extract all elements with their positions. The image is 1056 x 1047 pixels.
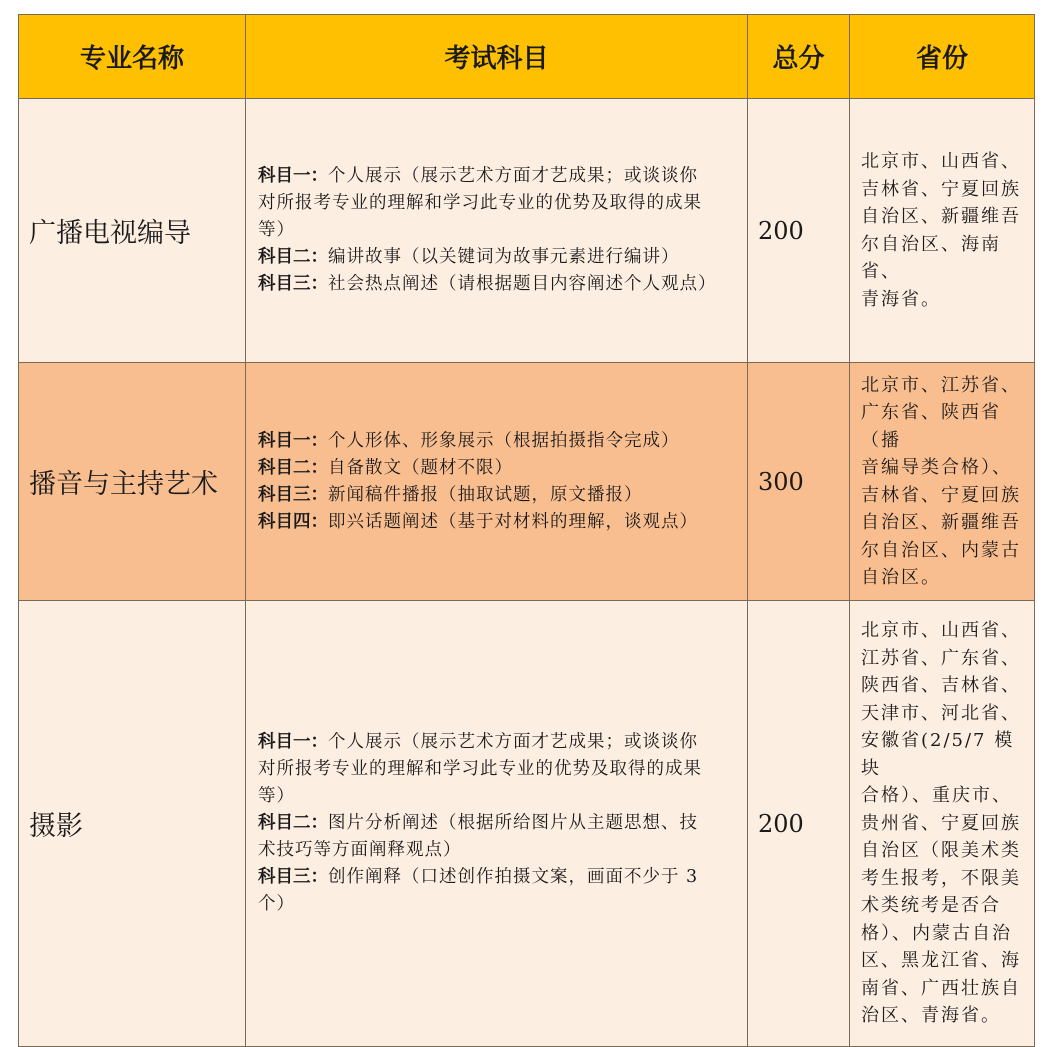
cell-province	[850, 99, 1035, 363]
subject-line	[258, 864, 737, 891]
subject-line	[258, 482, 737, 509]
province-line: 区、黑龙江省、海	[861, 950, 1021, 972]
header-subjects: 考试科目	[246, 15, 748, 99]
subject-text: 创作阐释（口述创作拍摄文案，画面不少于 3	[328, 867, 699, 887]
subject-text: 社会热点阐述（请根据题目内容阐述个人观点）	[328, 274, 717, 294]
province-line: 自治区、新疆维吾	[861, 512, 1021, 533]
subject-text: 等）	[258, 220, 295, 240]
subject-label: 科目二：	[258, 813, 328, 833]
province-line: 北京市、山西省、	[861, 620, 1021, 642]
subject-label: 科目三：	[258, 867, 328, 887]
cell-province	[850, 601, 1035, 1047]
subject-text: 个人形体、形象展示（根据拍摄指令完成）	[328, 430, 680, 451]
province-line: 尔自治区、海南省、	[861, 233, 1001, 282]
cell-major: 摄影	[19, 601, 246, 1047]
subject-line	[258, 783, 737, 810]
subject-text: 新闻稿件播报（抽取试题，原文播报）	[328, 484, 643, 505]
subject-line	[258, 891, 737, 918]
subject-text: 编讲故事（以关键词为故事元素进行编讲）	[328, 247, 680, 267]
province-line: 青海省。	[861, 288, 941, 310]
header-major: 专业名称	[19, 15, 246, 99]
subject-line	[258, 509, 737, 536]
cell-major: 播音与主持艺术	[19, 363, 246, 601]
subject-line	[258, 756, 737, 783]
province-line: 北京市、江苏省、	[861, 374, 1021, 396]
subject-text: 术技巧等方面阐释观点）	[258, 840, 462, 860]
subject-text: 个人展示（展示艺术方面才艺成果；或谈谈你	[328, 732, 698, 752]
province-line: 考生报考，不限美	[861, 867, 1021, 889]
cell-province	[850, 363, 1035, 601]
cell-score: 200	[748, 601, 850, 1047]
province-line: 吉林省、宁夏回族	[861, 178, 1021, 200]
province-line: 音编导类合格）、	[861, 457, 1012, 478]
subject-line	[258, 244, 737, 271]
table-row	[19, 601, 1035, 1047]
subject-text: 等）	[258, 786, 295, 806]
province-line: 自治区。	[861, 567, 941, 588]
cell-subjects	[246, 99, 748, 363]
province-line: 格）、内蒙古自治	[861, 922, 1012, 944]
subject-line	[258, 729, 737, 756]
subject-label: 科目二：	[258, 247, 328, 267]
subject-line	[258, 837, 737, 864]
province-line: 治区、青海省。	[861, 1005, 1001, 1027]
province-line: 安徽省(2/5/7 模块	[861, 730, 1015, 779]
subject-label: 科目四：	[258, 511, 328, 532]
exam-subjects-table	[18, 14, 1035, 1047]
subject-label: 科目三：	[258, 484, 328, 505]
subject-line	[258, 271, 737, 298]
province-line: 术类统考是否合	[861, 895, 1001, 917]
subject-line	[258, 217, 737, 244]
province-line: 贵州省、宁夏回族	[861, 812, 1021, 834]
subject-line	[258, 455, 737, 482]
subject-text: 自备散文（题材不限）	[328, 457, 513, 478]
cell-major: 广播电视编导	[19, 99, 246, 363]
subject-line	[258, 428, 737, 455]
cell-subjects	[246, 363, 748, 601]
subject-line	[258, 163, 737, 190]
subject-label: 科目二：	[258, 457, 328, 478]
province-line: 自治区、新疆维吾	[861, 206, 1021, 227]
table-row	[19, 99, 1035, 363]
subject-text: 对所报考专业的理解和学习此专业的优势及取得的成果	[258, 193, 702, 213]
subject-text: 对所报考专业的理解和学习此专业的优势及取得的成果	[258, 759, 702, 779]
province-line: 陕西省、吉林省、	[861, 675, 1021, 697]
subject-line	[258, 810, 737, 837]
subject-text: 个）	[258, 894, 295, 914]
province-line: 天津市、河北省、	[861, 702, 1021, 724]
province-line: 合格）、重庆市、	[861, 785, 1012, 807]
province-line: 自治区（限美术类	[861, 840, 1021, 862]
subject-line	[258, 190, 737, 217]
subject-text: 图片分析阐述（根据所给图片从主题思想、技	[328, 813, 698, 833]
cell-score: 300	[748, 363, 850, 601]
province-line: 广东省、陕西省（播	[861, 402, 1001, 451]
header-score: 总分	[748, 15, 850, 99]
province-line: 北京市、山西省、	[861, 151, 1021, 172]
subject-text: 个人展示（展示艺术方面才艺成果；或谈谈你	[328, 166, 698, 186]
subject-label: 科目一：	[258, 732, 328, 752]
province-line: 江苏省、广东省、	[861, 647, 1021, 669]
cell-score: 200	[748, 99, 850, 363]
subject-label: 科目三：	[258, 274, 328, 294]
subject-label: 科目一：	[258, 166, 328, 186]
province-line: 南省、广西壮族自	[861, 977, 1021, 999]
subject-text: 即兴话题阐述（基于对材料的理解，谈观点）	[328, 511, 698, 532]
province-line: 吉林省、宁夏回族	[861, 484, 1021, 506]
table-header-row	[19, 15, 1035, 99]
header-province: 省份	[850, 15, 1035, 99]
table-row	[19, 363, 1035, 601]
province-line: 尔自治区、内蒙古	[861, 539, 1021, 561]
cell-subjects	[246, 601, 748, 1047]
subject-label: 科目一：	[258, 430, 328, 451]
